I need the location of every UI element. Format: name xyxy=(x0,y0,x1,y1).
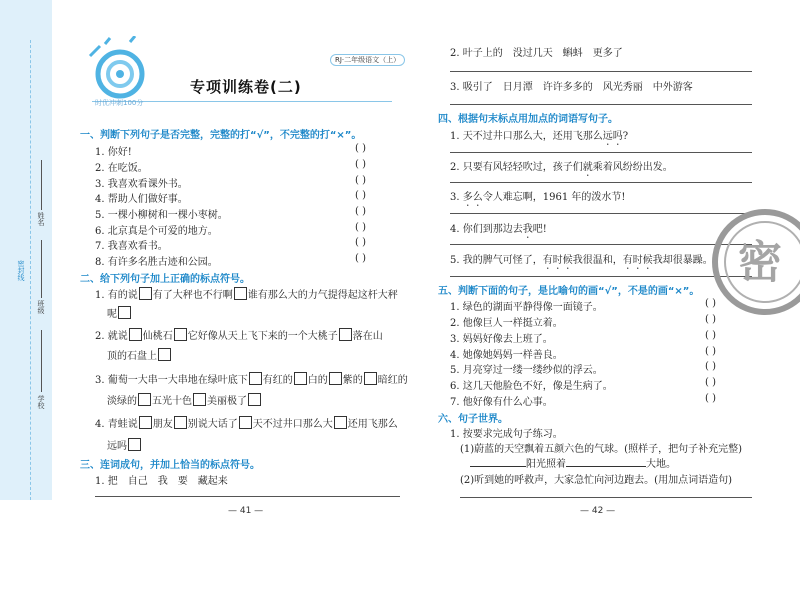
s4-q1: 1. 天不过井口那么大，还用飞那么远吗? xyxy=(450,131,629,142)
s5-item-6: 6. 这几天他脸色不好，像是生病了。 xyxy=(450,381,613,392)
s3-q3: 3. 吸引了 日月潭 许许多多的 风光秀丽 中外游客 xyxy=(450,82,693,93)
s1-answer-8[interactable]: ( ) xyxy=(355,253,366,264)
s3-q1: 1. 把 自己 我 要 藏起来 xyxy=(95,476,228,487)
section3-heading: 三、连词成句，并加上恰当的标点符号。 xyxy=(80,460,260,471)
punct-box[interactable] xyxy=(234,287,247,300)
s5-answer-2[interactable]: ( ) xyxy=(705,314,716,325)
binding-strip xyxy=(0,0,52,500)
s5-answer-4[interactable]: ( ) xyxy=(705,346,716,357)
s4-q4-answer-line[interactable] xyxy=(450,244,752,245)
s4-q3: 3. 多么令人难忘啊，1961 年的泼水节! xyxy=(450,192,626,203)
punct-box[interactable] xyxy=(118,306,131,319)
s4-q1-answer-line[interactable] xyxy=(450,152,752,153)
s5-item-1: 1. 绿色的湖面平静得像一面镜子。 xyxy=(450,302,603,313)
score-label: 时优冲刺100分 xyxy=(95,99,144,107)
s5-answer-5[interactable]: ( ) xyxy=(705,361,716,372)
binding-dashed-line xyxy=(30,40,32,500)
s2-q4-line2: 远吗 xyxy=(107,437,142,452)
s5-item-4: 4. 她像她妈妈一样善良。 xyxy=(450,350,563,361)
fill-blank[interactable] xyxy=(470,466,526,467)
s1-answer-7[interactable]: ( ) xyxy=(355,237,366,248)
s1-item-6: 6. 北京真是个可爱的地方。 xyxy=(95,226,218,237)
s1-item-8: 8. 有许多名胜古迹和公园。 xyxy=(95,257,218,268)
s6-sub1-fill: 阳光照着 大地。 xyxy=(470,455,676,470)
s2-q3-line1: 3. 葡萄一大串一大串地在绿叶底下 有红的 白的 紫的 暗红的 xyxy=(95,371,408,386)
punct-box[interactable] xyxy=(239,416,252,429)
s3-q1-answer-line[interactable] xyxy=(95,496,400,497)
s1-answer-6[interactable]: ( ) xyxy=(355,222,366,233)
s1-answer-2[interactable]: ( ) xyxy=(355,159,366,170)
s2-q3-line2: 淡绿的 五光十色 美丽极了 xyxy=(107,392,262,407)
s1-item-4: 4. 帮助人们做好事。 xyxy=(95,194,188,205)
s1-item-2: 2. 在吃饭。 xyxy=(95,163,148,174)
s2-q1-line1: 1. 有的说 有了大秤也不行啊 谁有那么大的力气提得起这杆大秤 xyxy=(95,286,398,301)
class-line xyxy=(41,240,42,298)
punct-box[interactable] xyxy=(139,287,152,300)
punct-box[interactable] xyxy=(139,416,152,429)
section6-heading: 六、句子世界。 xyxy=(438,414,508,425)
punct-box[interactable] xyxy=(193,393,206,406)
s5-item-3: 3. 妈妈好像去上班了。 xyxy=(450,334,553,345)
s1-answer-1[interactable]: ( ) xyxy=(355,143,366,154)
name-line xyxy=(41,160,42,210)
punct-box[interactable] xyxy=(138,393,151,406)
fill-blank[interactable] xyxy=(566,466,646,467)
page-number-left: — 41 — xyxy=(228,506,264,516)
punct-box[interactable] xyxy=(329,372,342,385)
punct-box[interactable] xyxy=(294,372,307,385)
s1-answer-4[interactable]: ( ) xyxy=(355,190,366,201)
s4-q3-answer-line[interactable] xyxy=(450,213,752,214)
s1-answer-5[interactable]: ( ) xyxy=(355,206,366,217)
section1-heading: 一、判断下列句子是否完整，完整的打“√”，不完整的打“×”。 xyxy=(80,130,362,141)
punct-box[interactable] xyxy=(248,393,261,406)
s2-q1-line2: 呢 xyxy=(107,305,132,320)
s5-answer-1[interactable]: ( ) xyxy=(705,298,716,309)
s5-answer-7[interactable]: ( ) xyxy=(705,393,716,404)
s5-item-7: 7. 他好像有什么心事。 xyxy=(450,397,553,408)
section5-heading: 五、判断下面的句子，是比喻句的画“√”，不是的画“×”。 xyxy=(438,286,700,297)
punct-box[interactable] xyxy=(174,416,187,429)
svg-text:密: 密 xyxy=(738,237,782,288)
series-label: RJ·二年级语文（上） xyxy=(330,54,405,66)
punct-box[interactable] xyxy=(128,438,141,451)
s6-q1: 1. 按要求完成句子练习。 xyxy=(450,429,563,440)
s3-q2-answer-line[interactable] xyxy=(450,71,752,72)
s3-q2: 2. 叶子上的 没过几天 蝌蚪 更多了 xyxy=(450,48,623,59)
page-number-right: — 42 — xyxy=(580,506,616,516)
section4-heading: 四、根据句末标点用加点的词语写句子。 xyxy=(438,114,618,125)
s4-q2: 2. 只要有风轻轻吹过，孩子们就乘着风纷纷出发。 xyxy=(450,162,673,173)
swirl-logo-icon xyxy=(80,36,160,106)
s5-item-5: 5. 月亮穿过一缕一缕纱似的浮云。 xyxy=(450,365,603,376)
s2-q2-line1: 2. 就说 仙桃石 它好像从天上飞下来的一个大桃子 落在山 xyxy=(95,327,383,342)
punct-box[interactable] xyxy=(339,328,352,341)
punct-box[interactable] xyxy=(249,372,262,385)
s2-q4-line1: 4. 青蛙说 朋友 别说大话了 天不过井口那么大 还用飞那么 xyxy=(95,415,398,430)
s5-item-2: 2. 他像巨人一样挺立着。 xyxy=(450,318,563,329)
s1-item-1: 1. 你好! xyxy=(95,147,132,158)
section2-heading: 二、给下列句子加上正确的标点符号。 xyxy=(80,274,250,285)
class-label: 班级 xyxy=(37,300,45,314)
s5-answer-3[interactable]: ( ) xyxy=(705,330,716,341)
s1-item-3: 3. 我喜欢看课外书。 xyxy=(95,179,188,190)
s6-sub1: (1)蔚蓝的天空飘着五颜六色的气球。(照样子，把句子补充完整) xyxy=(460,444,742,455)
secret-stamp-icon xyxy=(708,205,800,320)
punct-box[interactable] xyxy=(129,328,142,341)
school-line xyxy=(41,330,42,392)
school-label: 学校 xyxy=(37,395,45,409)
s4-q4: 4. 你们到那边去我吧! xyxy=(450,224,547,235)
s6-sub2-answer-line[interactable] xyxy=(460,497,752,498)
s6-sub2: (2)听到她的呼救声，大家急忙向河边跑去。(用加点词语造句) xyxy=(460,475,732,486)
page-title: 专项训练卷(二) xyxy=(190,78,302,96)
s5-answer-6[interactable]: ( ) xyxy=(705,377,716,388)
s1-item-5: 5. 一棵小柳树和一棵小枣树。 xyxy=(95,210,228,221)
s4-q5-answer-line[interactable] xyxy=(450,276,752,277)
secret-line-label: 密封线 xyxy=(17,260,25,281)
punct-box[interactable] xyxy=(364,372,377,385)
name-label: 姓名 xyxy=(37,212,45,226)
s1-answer-3[interactable]: ( ) xyxy=(355,175,366,186)
s3-q3-answer-line[interactable] xyxy=(450,104,752,105)
s4-q5: 5. 我的脾气可怪了，有时候我很温和，有时候我却很暴躁。 xyxy=(450,255,713,266)
s2-q2-line2: 顶的石盘上 xyxy=(107,347,172,362)
punct-box[interactable] xyxy=(158,348,171,361)
s4-q2-answer-line[interactable] xyxy=(450,182,752,183)
punct-box[interactable] xyxy=(334,416,347,429)
s1-item-7: 7. 我喜欢看书。 xyxy=(95,241,168,252)
punct-box[interactable] xyxy=(174,328,187,341)
